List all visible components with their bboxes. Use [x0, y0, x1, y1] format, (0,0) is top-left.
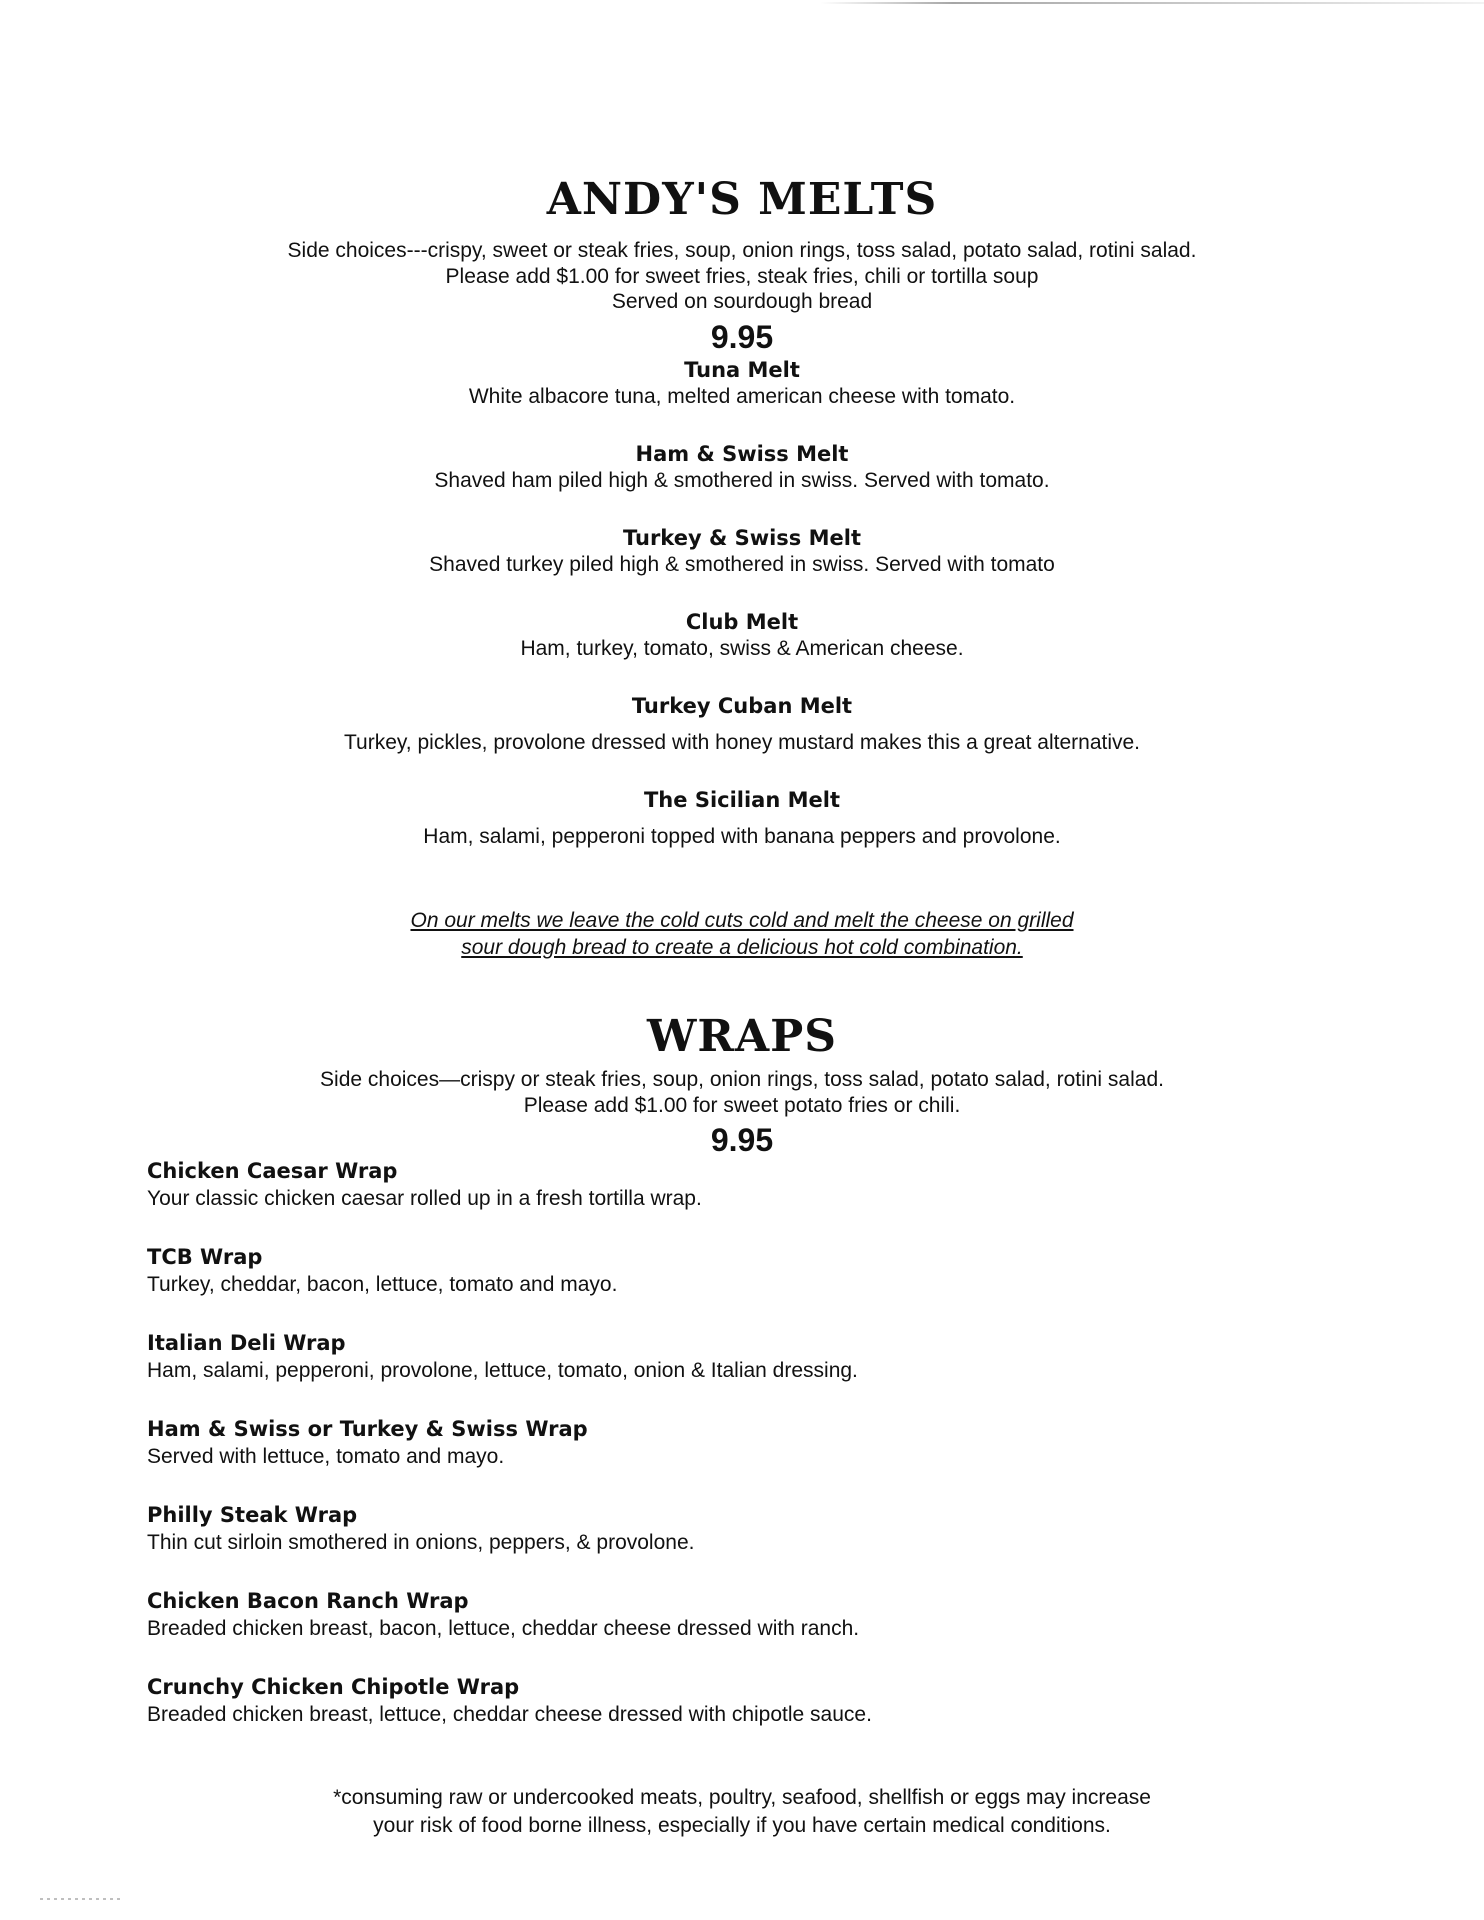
item-description: Turkey, pickles, provolone dressed with honey mustard makes this a great alternative.: [343, 730, 1141, 754]
item-description: Breaded chicken breast, bacon, lettuce, cheddar cheese dressed with ranch.: [147, 1617, 860, 1640]
item-description: Thin cut sirloin smothered in onions, peppers, & provolone.: [147, 1531, 695, 1554]
item-description: Shaved ham piled high & smothered in swiss. Served with tomato.: [434, 468, 1050, 492]
item-description: Shaved turkey piled high & smothered in swiss. Served with tomato: [429, 552, 1055, 576]
item-name: Turkey Cuban Melt: [631, 693, 853, 718]
menu-item: [147, 1329, 1347, 1385]
melts-note: Served on sourdough bread: [611, 290, 873, 313]
callout-line: On our melts we leave the cold cuts cold and melt the cheese on grilled: [410, 908, 1074, 932]
wraps-price: 9.95: [710, 1122, 774, 1158]
melts-notes: [0, 238, 1484, 315]
item-name: TCB Wrap: [147, 1245, 263, 1269]
disclaimer-line: *consuming raw or undercooked meats, poultry, seafood, shellfish or eggs may increase: [333, 1786, 1151, 1809]
item-description: Your classic chicken caesar rolled up in a fresh tortilla wrap.: [147, 1187, 702, 1210]
scan-artifact: [40, 1898, 120, 1900]
item-name: Ham & Swiss Melt: [635, 441, 849, 466]
wraps-title: WRAPS: [647, 1011, 837, 1062]
item-description: Ham, turkey, tomato, swiss & American cheese.: [520, 636, 964, 660]
item-name: Turkey & Swiss Melt: [622, 525, 861, 550]
menu-item: [0, 357, 1484, 411]
item-name: Crunchy Chicken Chipotle Wrap: [147, 1675, 520, 1699]
item-name: Chicken Bacon Ranch Wrap: [147, 1589, 469, 1613]
melts-callout: [0, 907, 1484, 961]
item-description: Turkey, cheddar, bacon, lettuce, tomato and mayo.: [147, 1273, 618, 1296]
melts-note: Please add $1.00 for sweet fries, steak fries, chili or tortilla soup: [445, 264, 1039, 288]
item-name: Philly Steak Wrap: [147, 1503, 358, 1527]
item-description: Served with lettuce, tomato and mayo.: [147, 1445, 505, 1468]
melts-section: [0, 170, 1484, 961]
wraps-notes: [0, 1067, 1484, 1118]
menu-item: [147, 1415, 1347, 1471]
melts-price: 9.95: [710, 318, 774, 355]
item-name: Chicken Caesar Wrap: [147, 1159, 398, 1183]
menu-item: [0, 693, 1484, 757]
item-description: Ham, salami, pepperoni, provolone, lettuce, tomato, onion & Italian dressing.: [147, 1359, 858, 1382]
melts-note: Side choices---crispy, sweet or steak fries, soup, onion rings, toss salad, potato salad, rotini salad.: [287, 239, 1197, 262]
menu-item: [147, 1243, 1347, 1299]
menu-item: [0, 787, 1484, 851]
menu-item: [0, 441, 1484, 495]
melts-title: ANDY'S MELTS: [546, 174, 938, 225]
menu-item: [147, 1157, 1347, 1213]
item-description: Ham, salami, pepperoni topped with banana peppers and provolone.: [423, 824, 1061, 848]
item-name: The Sicilian Melt: [643, 787, 840, 812]
menu-item: [147, 1501, 1347, 1557]
item-name: Club Melt: [685, 609, 799, 634]
menu-item: [0, 609, 1484, 663]
disclaimer-line: your risk of food borne illness, especially if you have certain medical conditions.: [373, 1814, 1111, 1837]
menu-item: [0, 525, 1484, 579]
wraps-list: [147, 1157, 1347, 1759]
menu-item: [147, 1587, 1347, 1643]
wraps-note: Side choices—crispy or steak fries, soup, onion rings, toss salad, potato salad, rotini salad.: [320, 1068, 1164, 1091]
item-description: White albacore tuna, melted american cheese with tomato.: [468, 384, 1016, 408]
wraps-header: [0, 1007, 1484, 1160]
callout-line: sour dough bread to create a delicious hot cold combination.: [461, 935, 1023, 959]
item-name: Italian Deli Wrap: [147, 1331, 346, 1355]
item-name: Ham & Swiss or Turkey & Swiss Wrap: [147, 1417, 588, 1441]
scan-artifact: [820, 2, 1484, 4]
wraps-note: Please add $1.00 for sweet potato fries or chili.: [523, 1093, 961, 1117]
menu-item: [147, 1673, 1347, 1729]
item-name: Tuna Melt: [684, 357, 800, 382]
item-description: Breaded chicken breast, lettuce, cheddar cheese dressed with chipotle sauce.: [147, 1703, 872, 1726]
food-safety-disclaimer: [0, 1784, 1484, 1840]
